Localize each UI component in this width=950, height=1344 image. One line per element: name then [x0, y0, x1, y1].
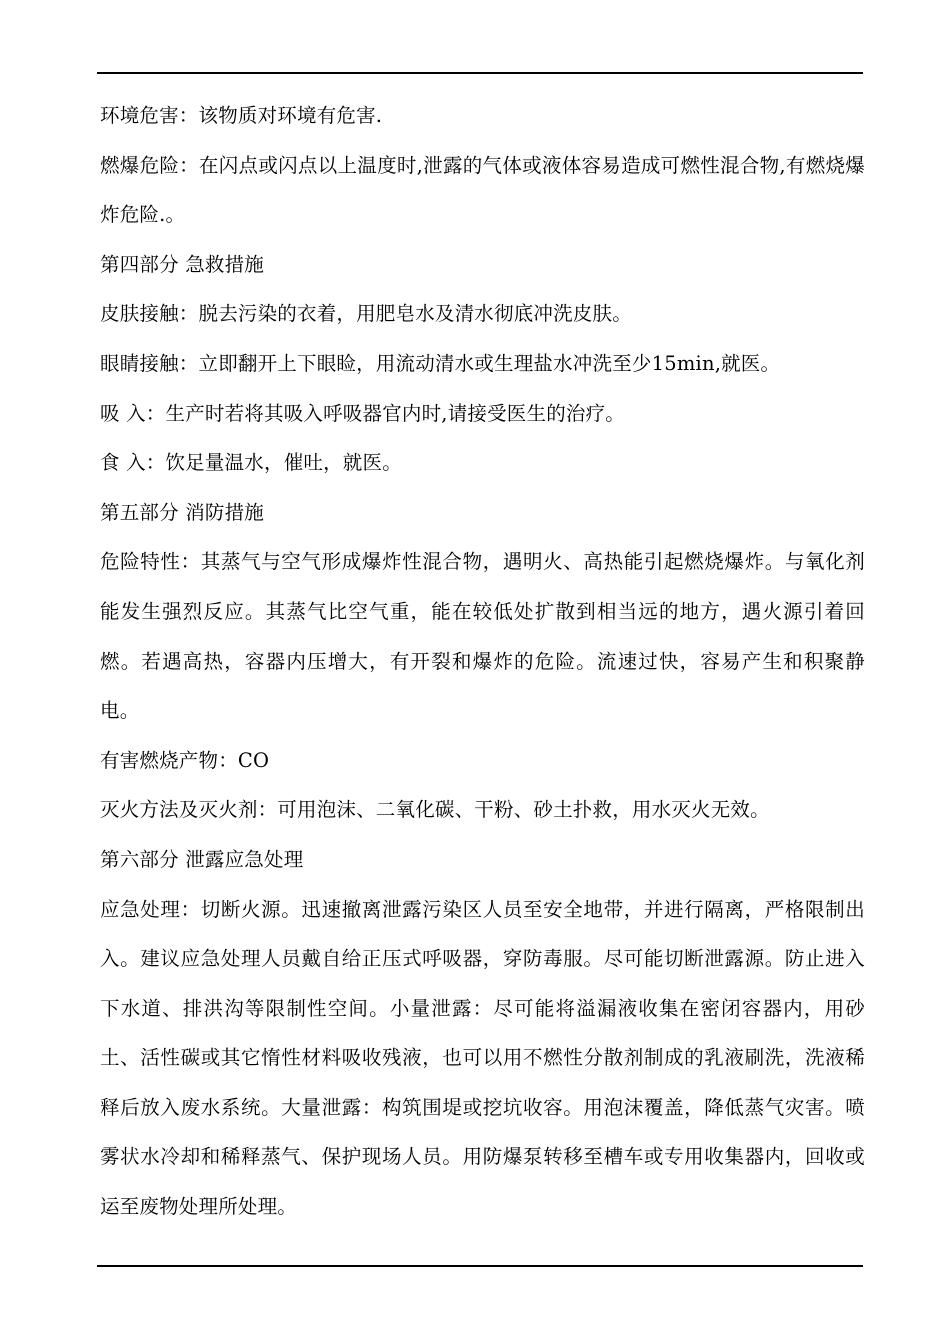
document-body: [100, 91, 865, 1232]
paragraph-eye-contact: 眼睛接触：立即翻开上下眼睑，用流动清水或生理盐水冲洗至少15min,就医。: [100, 351, 781, 375]
paragraph-skin-contact: 皮肤接触：脱去污染的衣着，用肥皂水及清水彻底冲洗皮肤。: [100, 302, 632, 326]
paragraph-combustion-products: 有害燃烧产物：CO: [100, 748, 270, 772]
section-heading-first-aid: 第四部分 急救措施: [100, 252, 264, 276]
header-rule: [97, 72, 863, 74]
paragraph-emergency-handling: 应急处理：切断火源。迅速撤离泄露污染区人员至安全地带，并进行隔离，严格限制出入。建议应急处理人员戴自给正压式呼吸器，穿防毒服。尽可能切断泄露源。防止进入下水道、排洪沟等限制性空间。小量泄露：尽可能将溢漏液收集在密闭容器内，用砂土、活性碳或其它惰性材料吸收残液，也可以用不燃性分散剂制成的乳液刷洗，洗液稀释后放入废水系统。大量泄露：构筑围堤或挖坑收容。用泡沫覆盖，降低蒸气灾害。喷雾状水冷却和稀释蒸气、保护现场人员。用防爆泵转移至槽车或专用收集器内，回收或运至废物处理所处理。: [100, 897, 865, 1219]
section-heading-spill-response: 第六部分 泄露应急处理: [100, 847, 304, 871]
paragraph-environmental-hazard: 环境危害：该物质对环境有危害.: [100, 104, 383, 127]
paragraph-hazard-characteristics: 危险特性：其蒸气与空气形成爆炸性混合物，遇明火、高热能引起燃烧爆炸。与氧化剂能发生强烈反应。其蒸气比空气重，能在较低处扩散到相当远的地方，遇火源引着回燃。若遇高热，容器内压增大，有开裂和爆炸的危险。流速过快，容易产生和积聚静电。: [100, 550, 865, 723]
paragraph-ingestion: 食 入：饮足量温水，催吐，就医。: [100, 451, 402, 475]
section-heading-firefighting: 第五部分 消防措施: [100, 500, 264, 524]
paragraph-inhalation: 吸 入：生产时若将其吸入呼吸器官内时,请接受医生的治疗。: [100, 401, 625, 425]
footer-rule: [97, 1265, 863, 1267]
paragraph-fire-explosion-hazard: 燃爆危险：在闪点或闪点以上温度时,泄露的气体或液体容易造成可燃性混合物,有燃烧爆炸危险.。: [100, 153, 865, 227]
paragraph-extinguishing-media: 灭火方法及灭火剂：可用泡沫、二氧化碳、干粉、砂土扑救，用水灭火无效。: [100, 798, 770, 822]
